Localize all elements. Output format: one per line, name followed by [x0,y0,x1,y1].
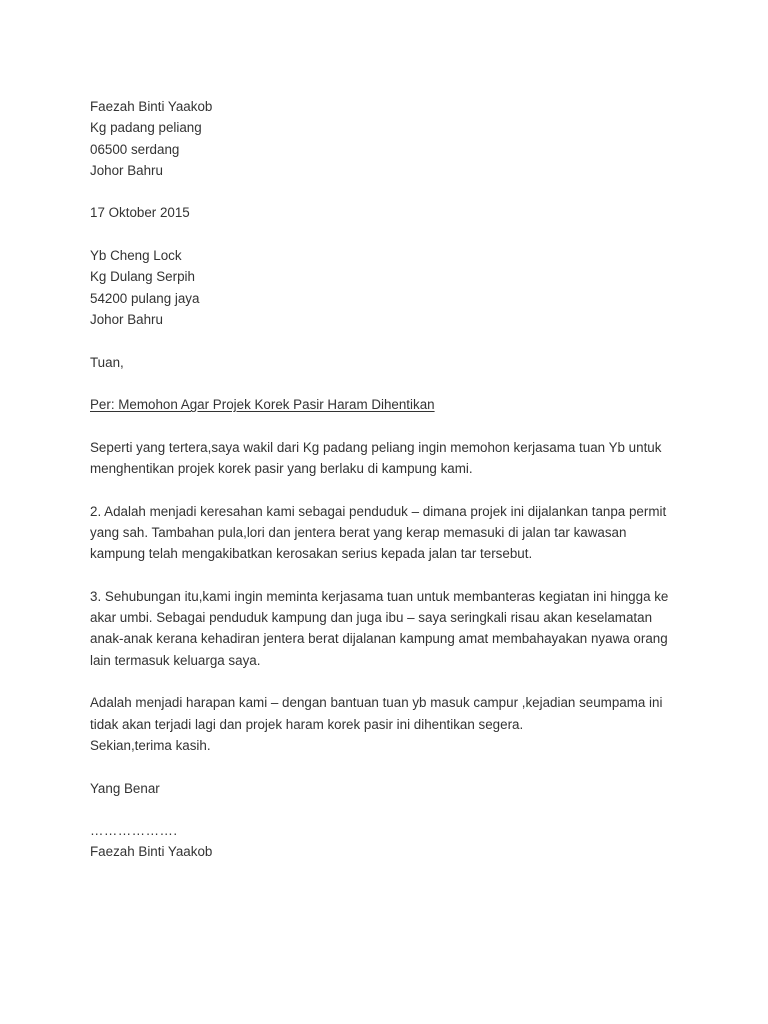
paragraph-line: Seperti yang tertera,saya wakil dari Kg padang peliang ingin memohon kerjasama tuan Yb untuk [90,439,662,455]
sender-name: Faezah Binti Yaakob [90,99,213,114]
paragraph-2 [90,501,670,565]
letter-body [90,96,670,863]
signature-name: Faezah Binti Yaakob [90,844,213,860]
paragraph-3 [90,586,670,671]
paragraph-line: menghentikan projek korek pasir yang berlaku di kampung kami. [90,461,473,477]
sender-address [90,96,670,181]
paragraph-line: akar umbi. Sebagai penduduk kampung dan juga ibu – saya seringkali risau akan keselamatan [90,610,653,626]
paragraph-1 [90,437,670,480]
sender-address-line-1: Kg padang peliang [90,120,202,136]
sender-address-line-2: 06500 serdang [90,141,180,157]
paragraph-line: kampung telah mengakibatkan kerosakan serius kepada jalan tar tersebut. [90,546,533,562]
paragraph-line: 2. Adalah menjadi keresahan kami sebagai penduduk – dimana projek ini dijalankan tanpa permit [90,503,667,519]
paragraph-line: Adalah menjadi harapan kami – dengan bantuan tuan yb masuk campur ,kejadian seumpama ini [90,695,663,711]
recipient-address-line-2: 54200 pulang jaya [90,290,200,306]
signature-line: ………………. [90,823,178,839]
recipient-address-line-1: Kg Dulang Serpih [90,269,195,285]
recipient-address [90,245,670,330]
sender-address-line-3: Johor Bahru [90,162,163,178]
recipient-address-line-3: Johor Bahru [90,311,163,327]
recipient-name: Yb Cheng Lock [90,248,182,264]
paragraph-line: yang sah. Tambahan pula,lori dan jentera berat yang kerap memasuki di jalan tar kawasan [90,524,627,540]
paragraph-line: 3. Sehubungan itu,kami ingin meminta kerjasama tuan untuk membanteras kegiatan ini hingga ke [90,588,669,604]
subject-line: Per: Memohon Agar Projek Korek Pasir Haram Dihentikan [90,397,435,413]
paragraph-4 [90,692,670,756]
letter-date: 17 Oktober 2015 [90,205,190,221]
paragraph-line: lain termasuk keluarga saya. [90,652,261,668]
salutation: Tuan, [90,354,124,370]
closing-phrase: Yang Benar [90,780,160,796]
closing-thanks: Sekian,terima kasih. [90,737,211,753]
paragraph-line: tidak akan terjadi lagi dan projek haram korek pasir ini dihentikan segera. [90,716,524,732]
paragraph-line: anak-anak kerana kehadiran jentera berat dijalanan kampung amat membahayakan nyawa orang [90,631,668,647]
